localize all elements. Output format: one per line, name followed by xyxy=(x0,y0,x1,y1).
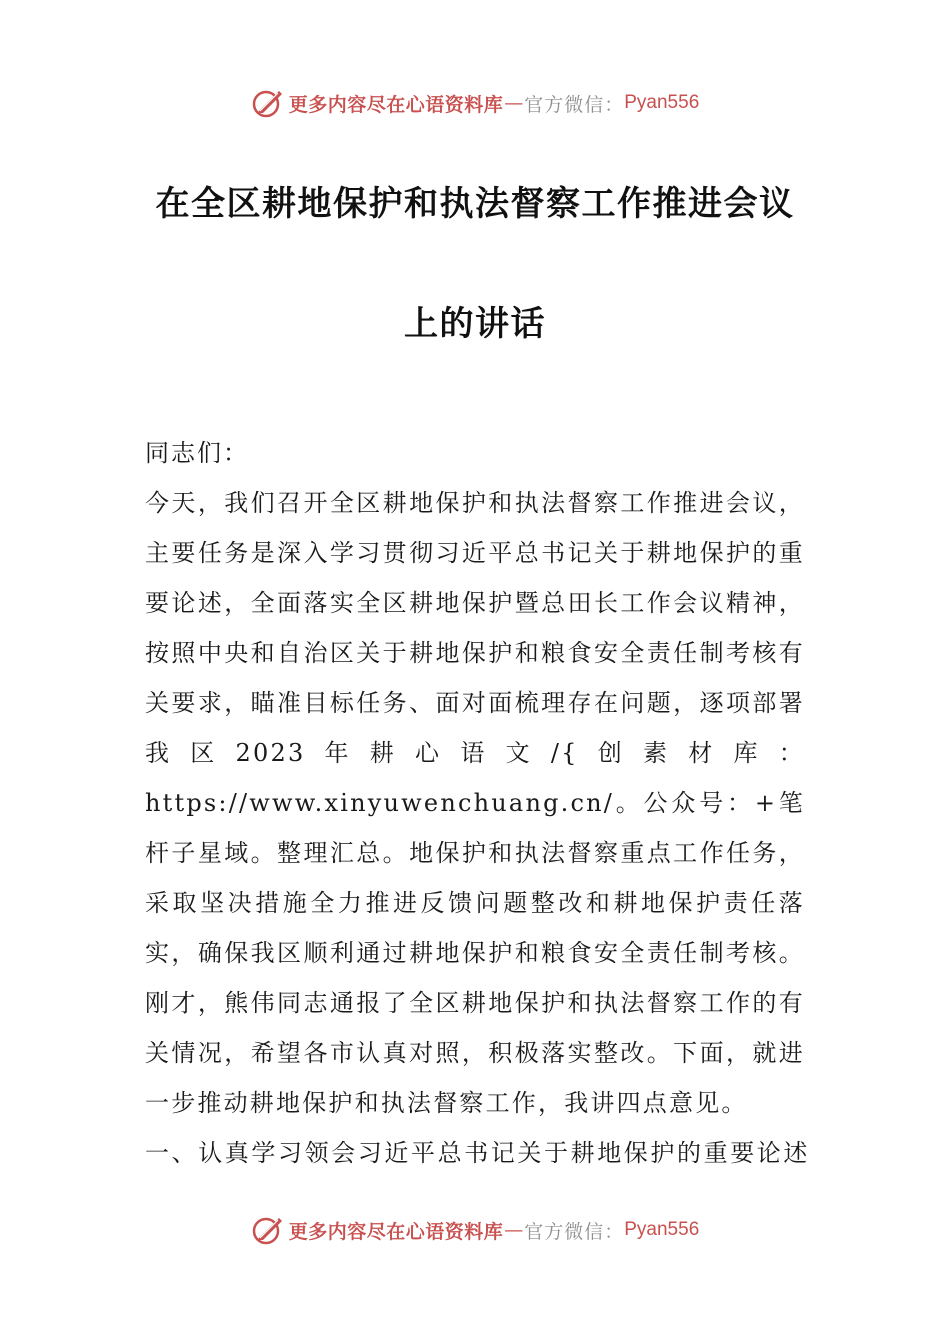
footer-banner xyxy=(0,1210,950,1250)
banner-site-name: 更多内容尽在心语资料库 xyxy=(288,1220,504,1243)
banner-wechat-label: 官方微信： xyxy=(524,1220,625,1243)
banner-dash: — xyxy=(504,92,524,114)
document-title-line2: 上的讲话 xyxy=(404,304,546,344)
header-banner xyxy=(0,83,950,123)
section-heading-1: 一、认真学习领会习近平总书记关于耕地保护的重要论述 xyxy=(145,1139,810,1167)
quill-logo-icon xyxy=(251,1213,285,1247)
greeting: 同志们： xyxy=(145,439,249,467)
paragraph-1: 今天，我们召开全区耕地保护和执法督察工作推进会议，主要任务是深入学习贯彻习近平总书记关于耕地保护的重要论述，全面落实全区耕地保护暨总田长工作会议精神，按照中央和自治区关于耕地保护和粮食安全责任制考核有关要求，瞄准目标任务、面对面梳理存在问题，逐项部署我区2023年耕心语文/{创素材库：https://www.xinyuwenchuang.cn/。公众号：+笔杆子星域。整理汇总。地保护和执法督察重点工作任务，采取坚决措施全力推进反馈问题整改和耕地保护责任落实，确保我区顺利通过耕地保护和粮食安全责任制考核。刚才，熊伟同志通报了全区耕地保护和执法督察工作的有关情况，希望各市认真对照，积极落实整改。下面，就进一步推动耕地保护和执法督察工作，我讲四点意见。 xyxy=(145,489,805,1117)
banner-wechat-id: Pyan556 xyxy=(624,1219,700,1240)
quill-logo-icon xyxy=(251,86,285,120)
document-body xyxy=(145,428,810,1178)
banner-wechat-label: 官方微信： xyxy=(524,93,625,116)
banner-wechat-id: Pyan556 xyxy=(624,92,700,113)
document-title-line1: 在全区耕地保护和执法督察工作推进会议 xyxy=(155,184,795,224)
banner-site-name: 更多内容尽在心语资料库 xyxy=(288,93,504,116)
banner-dash: — xyxy=(504,1219,524,1241)
